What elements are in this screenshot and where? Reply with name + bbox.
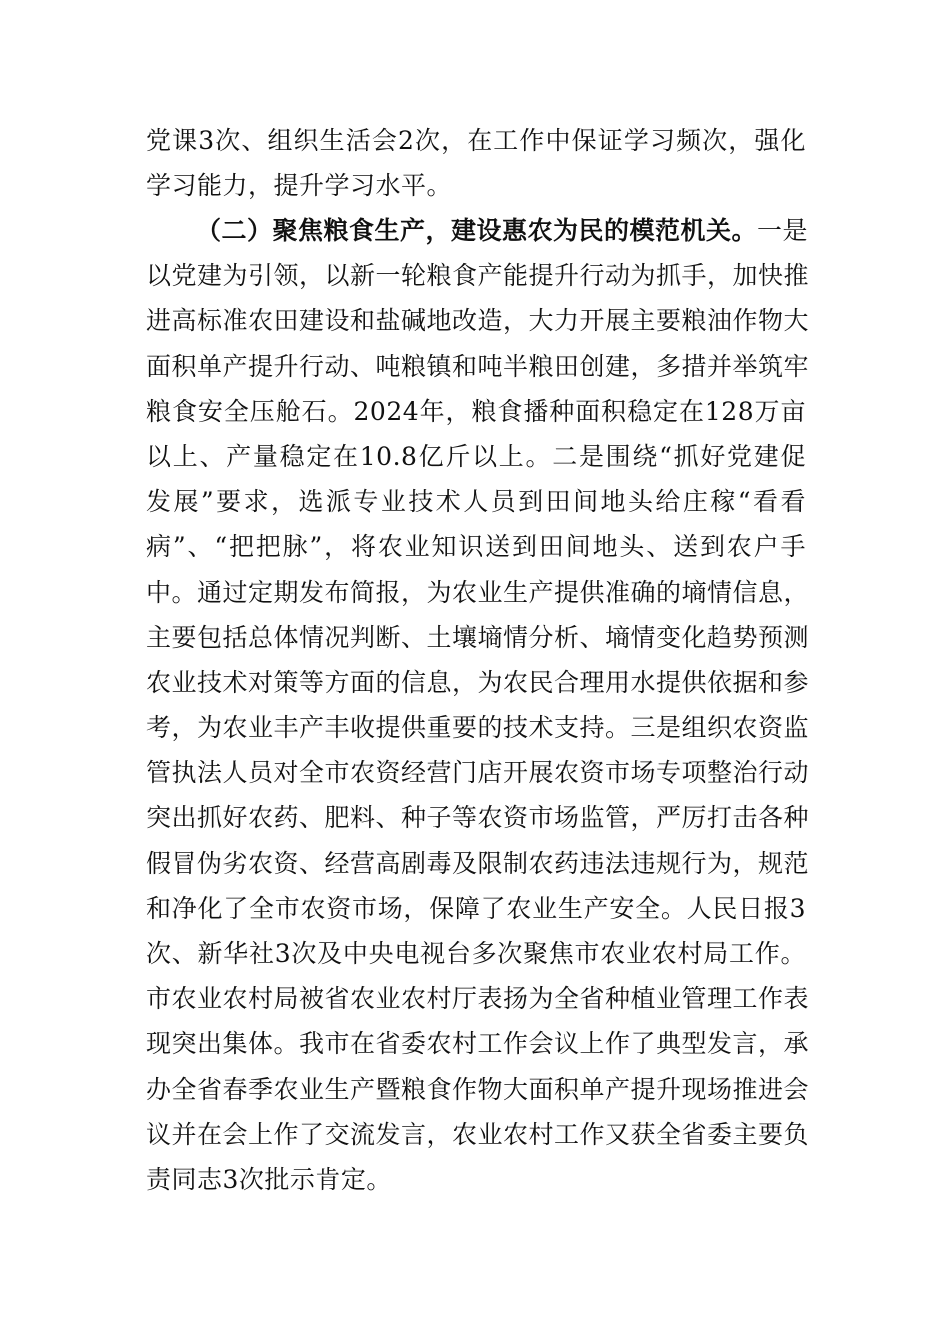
paragraph-2-line: 议并在会上作了交流发言，农业农村工作又获全省委主要负 [146,1119,810,1149]
paragraph-2 [146,208,810,1202]
paragraph-2-line: 以上、产量稳定在10.8亿斤以上。二是围绕“抓好党建促 [146,441,806,471]
paragraph-1-line-2: 学习能力，提升学习水平。 [146,171,453,201]
paragraph-2-line: 中。通过定期发布简报，为农业生产提供准确的墒情信息， [146,577,810,607]
paragraph-2-line: 次、新华社3次及中央电视台多次聚焦市农业农村局工作。 [146,939,806,968]
paragraph-2-line: 管执法人员对全市农资经营门店开展农资市场专项整治行动 [146,758,810,788]
paragraph-2-line: 假冒伪劣农资、经营高剧毒及限制农药违法违规行为，规范 [146,848,810,878]
paragraph-2-last-line: 责同志3次批示肯定。 [146,1164,392,1194]
paragraph-1-line-1: 党课3次、组织生活会2次，在工作中保证学习频次，强化 [146,126,806,155]
paragraph-2-line: 主要包括总体情况判断、土壤墒情分析、墒情变化趋势预测 [146,622,810,652]
paragraph-2-line: 发展”要求，选派专业技术人员到田间地头给庄稼“看看 [146,487,806,517]
paragraph-2-line: 市农业农村局被省农业农村厅表扬为全省种植业管理工作表 [146,984,810,1014]
paragraph-2-line: 和净化了全市农资市场，保障了农业生产安全。人民日报3 [146,893,806,923]
paragraph-2-line: 以党建为引领，以新一轮粮食产能提升行动为抓手，加快推 [146,261,810,291]
paragraph-1 [146,118,806,208]
paragraph-2-line: 粮食安全压舱石。2024年，粮食播种面积稳定在128万亩 [146,396,806,426]
section-heading: （二）聚焦粮食生产，建设惠农为民的模范机关。 [196,216,758,245]
paragraph-2-line: 农业技术对策等方面的信息，为农民合理用水提供依据和参 [146,667,810,697]
paragraph-2-line: 办全省春季农业生产暨粮食作物大面积单产提升现场推进会 [146,1074,810,1104]
paragraph-2-line: 进高标准农田建设和盐碱地改造，大力开展主要粮油作物大 [146,306,810,336]
paragraph-2-line: 考，为农业丰产丰收提供重要的技术支持。三是组织农资监 [146,713,810,743]
paragraph-2-first-line-rest: 一是 [757,216,809,245]
paragraph-2-first-line [146,208,809,253]
paragraph-2-line: 现突出集体。我市在省委农村工作会议上作了典型发言，承 [146,1029,810,1059]
paragraph-2-line: 突出抓好农药、肥料、种子等农资市场监管，严厉打击各种 [146,803,810,833]
paragraph-2-line: 面积单产提升行动、吨粮镇和吨半粮田创建，多措并举筑牢 [146,351,810,381]
paragraph-2-line: 病”、“把把脉”，将农业知识送到田间地头、送到农户手 [146,532,806,562]
